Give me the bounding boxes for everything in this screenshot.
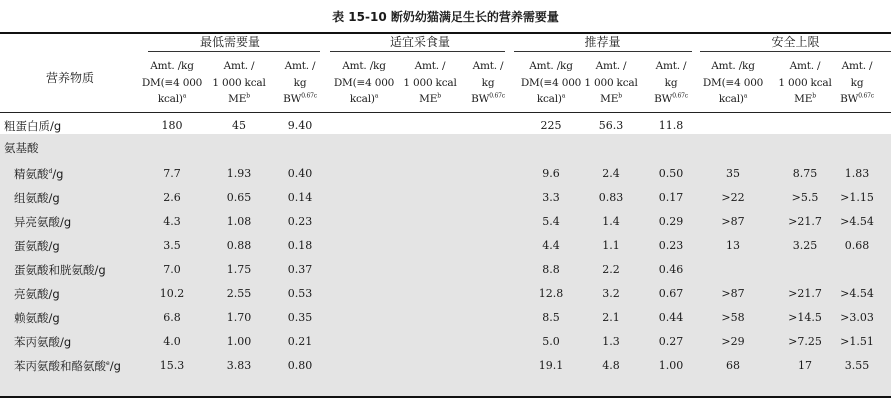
unit-header-line — [455, 91, 521, 108]
unit-header-text: ME — [419, 93, 438, 105]
table-cell: 2.4 — [602, 167, 620, 180]
unit-header — [700, 58, 766, 108]
row-label — [14, 166, 64, 182]
unit-header-line — [455, 75, 521, 92]
table-cell: 35 — [726, 167, 740, 180]
unit-header-footnote-mark: 0.67c — [672, 92, 688, 100]
unit-header-text: 1 000 kcal — [212, 76, 266, 89]
unit-header-line — [397, 91, 463, 108]
unit-header — [638, 58, 704, 108]
unit-header-footnote-mark: 0.67c — [489, 92, 505, 100]
table-cell: >21.7 — [788, 215, 822, 228]
unit-header-text: kcal) — [718, 93, 744, 105]
unit-header-footnote-mark: a — [182, 92, 187, 100]
unit-header-text: Amt. / — [655, 60, 687, 72]
table-cell: >87 — [721, 215, 745, 228]
table-cell: 6.8 — [163, 311, 181, 324]
group-underline — [148, 51, 320, 52]
unit-header-line — [206, 91, 272, 108]
table-cell: 5.4 — [542, 215, 560, 228]
row-label — [14, 238, 60, 254]
unit-header-text: BW — [840, 93, 859, 105]
table-cell: 4.8 — [602, 359, 620, 372]
unit-header-line — [700, 91, 766, 108]
table-cell: >4.54 — [840, 215, 874, 228]
table-cell: 1.75 — [226, 263, 252, 276]
unit-header-text: Amt. / — [284, 60, 316, 72]
table-cell: 0.21 — [287, 335, 313, 348]
group-header-recommended: 推荐量 — [584, 35, 621, 49]
table-cell: 17 — [798, 359, 812, 372]
table-cell: >5.5 — [791, 191, 819, 204]
table-cell: 2.55 — [226, 287, 252, 300]
row-label — [14, 358, 121, 374]
unit-header-footnote-mark: a — [743, 92, 748, 100]
table-cell: >29 — [721, 335, 745, 348]
table-cell: 8.75 — [792, 167, 818, 180]
table-cell: 7.0 — [163, 263, 181, 276]
table-cell: 0.37 — [287, 263, 313, 276]
table-cell: 2.6 — [163, 191, 181, 204]
table-cell: 1.4 — [602, 215, 620, 228]
unit-header-line — [139, 58, 205, 75]
table-cell: >14.5 — [788, 311, 822, 324]
row-label — [14, 286, 60, 302]
unit-header-line — [700, 58, 766, 75]
unit-header-text: 1 000 kcal — [778, 76, 832, 89]
unit-header-line — [824, 91, 890, 108]
table-cell: 3.55 — [844, 359, 870, 372]
unit-header-footnote-mark: a — [374, 92, 379, 100]
table-title: 表 15-10 断奶幼猫满足生长的营养需要量 — [332, 10, 559, 24]
unit-header-footnote-mark: 0.67c — [858, 92, 874, 100]
table-cell: 19.1 — [538, 359, 564, 372]
row-label — [4, 140, 39, 156]
table-cell: 1.1 — [602, 239, 620, 252]
bottom-rule — [0, 396, 891, 398]
unit-header-text: ME — [794, 93, 813, 105]
table-cell: 8.8 — [542, 263, 560, 276]
unit-header-text: DM(≡4 000 — [520, 76, 582, 89]
unit-header-text: kcal) — [536, 93, 562, 105]
row-label — [14, 190, 60, 206]
table-cell: 3.25 — [792, 239, 818, 252]
row-label-text: 蛋氨酸和胱氨酸/g — [14, 263, 106, 277]
table-cell: 0.80 — [287, 359, 313, 372]
unit-header — [267, 58, 333, 108]
table-cell: 4.3 — [163, 215, 181, 228]
unit-header-text: Amt. / — [414, 60, 446, 72]
group-header-safe-upper-limit: 安全上限 — [771, 35, 820, 49]
row-label-text: 粗蛋白质/g — [4, 119, 62, 133]
table-cell: 0.35 — [287, 311, 313, 324]
table-cell: >1.15 — [840, 191, 874, 204]
row-label — [14, 310, 60, 326]
table-cell: >87 — [721, 287, 745, 300]
unit-header — [455, 58, 521, 108]
unit-header-text: Amt. /kg — [711, 60, 755, 72]
table-cell: 0.27 — [658, 335, 684, 348]
table-cell: 0.83 — [598, 191, 624, 204]
unit-header-text: DM(≡4 000 — [141, 76, 203, 89]
unit-header-line — [824, 58, 890, 75]
row-label — [4, 118, 61, 134]
unit-header — [139, 58, 205, 108]
table-cell: 56.3 — [598, 119, 624, 132]
unit-header — [206, 58, 272, 108]
unit-header-line — [267, 91, 333, 108]
unit-header-line — [518, 75, 584, 92]
table-cell: 0.23 — [658, 239, 684, 252]
table-cell: 0.67 — [658, 287, 684, 300]
unit-header — [397, 58, 463, 108]
unit-header-line — [578, 58, 644, 75]
table-cell: >21.7 — [788, 287, 822, 300]
table-cell: 1.83 — [844, 167, 870, 180]
unit-header — [331, 58, 397, 108]
unit-header-text: 1 000 kcal — [403, 76, 457, 89]
row-label — [14, 334, 71, 350]
table-cell: 180 — [161, 119, 183, 132]
table-cell: 0.44 — [658, 311, 684, 324]
unit-header-text: kg — [481, 76, 495, 89]
row-label-footnote-mark: d — [48, 168, 53, 176]
unit-header — [578, 58, 644, 108]
unit-header-text: BW — [283, 93, 302, 105]
table-cell: >22 — [721, 191, 745, 204]
group-underline — [514, 51, 692, 52]
unit-header-text: kg — [850, 76, 864, 89]
unit-header-line — [455, 58, 521, 75]
table-cell: 2.1 — [602, 311, 620, 324]
unit-header-line — [824, 75, 890, 92]
table-cell: >4.54 — [840, 287, 874, 300]
table-cell: 0.23 — [287, 215, 313, 228]
unit-header-line — [638, 75, 704, 92]
table-cell: 0.40 — [287, 167, 313, 180]
table-cell: 0.53 — [287, 287, 313, 300]
row-label-text: 亮氨酸/g — [14, 287, 60, 301]
unit-header-footnote-mark: 0.67c — [301, 92, 317, 100]
unit-header-line — [331, 58, 397, 75]
table-cell: >7.25 — [788, 335, 822, 348]
table-cell: 0.50 — [658, 167, 684, 180]
unit-header-footnote-mark: b — [618, 92, 622, 100]
unit-header-line — [700, 75, 766, 92]
table-cell: 1.00 — [658, 359, 684, 372]
table-cell: 13 — [726, 239, 740, 252]
unit-header-text: kg — [293, 76, 307, 89]
unit-header-text: DM(≡4 000 — [702, 76, 764, 89]
table-cell: 2.2 — [602, 263, 620, 276]
table-cell: 12.8 — [538, 287, 564, 300]
unit-header-text: Amt. / — [472, 60, 504, 72]
unit-header-text: BW — [654, 93, 673, 105]
unit-header-line — [578, 91, 644, 108]
row-label-text: 苯丙氨酸/g — [14, 335, 72, 349]
unit-header-line — [139, 91, 205, 108]
unit-header-text: BW — [471, 93, 490, 105]
row-label-text: 精氨酸 — [14, 167, 49, 181]
table-cell: 0.46 — [658, 263, 684, 276]
table-cell: 3.5 — [163, 239, 181, 252]
unit-header-line — [139, 75, 205, 92]
table-cell: 8.5 — [542, 311, 560, 324]
row-label-footnote-mark: e — [106, 360, 110, 368]
unit-header-footnote-mark: b — [812, 92, 816, 100]
unit-header-line — [206, 75, 272, 92]
unit-header-line — [267, 58, 333, 75]
table-cell: 45 — [232, 119, 246, 132]
unit-header-text: DM(≡4 000 — [333, 76, 395, 89]
row-label-text: 苯丙氨酸和酪氨酸 — [14, 359, 106, 373]
table-cell: 0.17 — [658, 191, 684, 204]
unit-header-line — [206, 58, 272, 75]
table-cell: 3.3 — [542, 191, 560, 204]
unit-header-text: ME — [228, 93, 247, 105]
unit-header-line — [638, 58, 704, 75]
row-label-text: 组氨酸/g — [14, 191, 60, 205]
table-cell: 9.6 — [542, 167, 560, 180]
unit-header-line — [397, 75, 463, 92]
unit-header-text: Amt. / — [841, 60, 873, 72]
unit-header-text: kg — [664, 76, 678, 89]
table-cell: 1.70 — [226, 311, 252, 324]
table-cell: 225 — [540, 119, 562, 132]
unit-header-footnote-mark: b — [437, 92, 441, 100]
table-cell: 4.0 — [163, 335, 181, 348]
table-cell: 68 — [726, 359, 740, 372]
unit-header — [824, 58, 890, 108]
table-cell: 1.00 — [226, 335, 252, 348]
nutrient-column-header: 营养物质 — [45, 71, 94, 85]
row-label — [14, 214, 71, 230]
unit-header-line — [397, 58, 463, 75]
unit-header-line — [331, 91, 397, 108]
unit-header-line — [578, 75, 644, 92]
table-cell: 15.3 — [159, 359, 185, 372]
unit-header-text: kcal) — [349, 93, 375, 105]
unit-header-text: 1 000 kcal — [584, 76, 638, 89]
table-cell: >1.51 — [840, 335, 874, 348]
table-cell: 1.93 — [226, 167, 252, 180]
group-underline — [330, 51, 505, 52]
table-cell: 7.7 — [163, 167, 181, 180]
unit-header-line — [638, 91, 704, 108]
table-cell: 3.2 — [602, 287, 620, 300]
unit-header-text: Amt. /kg — [342, 60, 386, 72]
table-cell: 4.4 — [542, 239, 560, 252]
row-label-unit: /g — [109, 359, 121, 373]
unit-header-text: Amt. / — [789, 60, 821, 72]
row-label-unit: /g — [52, 167, 64, 181]
group-underline — [700, 51, 891, 52]
unit-header-line — [331, 75, 397, 92]
unit-header-text: Amt. / — [223, 60, 255, 72]
row-label — [14, 262, 106, 278]
row-label-text: 氨基酸 — [4, 141, 39, 155]
group-header-minimum: 最低需要量 — [199, 35, 260, 49]
unit-header-text: Amt. /kg — [529, 60, 573, 72]
table-cell: 10.2 — [159, 287, 185, 300]
row-label-text: 赖氨酸/g — [14, 311, 60, 325]
table-cell: 0.14 — [287, 191, 313, 204]
table-cell: 0.65 — [226, 191, 252, 204]
row-label-text: 蛋氨酸/g — [14, 239, 60, 253]
unit-header-text: ME — [600, 93, 619, 105]
table-cell: >58 — [721, 311, 745, 324]
table-cell: 11.8 — [658, 119, 684, 132]
unit-header-line — [518, 58, 584, 75]
unit-header-line — [518, 91, 584, 108]
unit-header-text: Amt. / — [595, 60, 627, 72]
table-cell: >3.03 — [840, 311, 874, 324]
unit-header-footnote-mark: a — [561, 92, 566, 100]
unit-header-text: kcal) — [157, 93, 183, 105]
unit-header-footnote-mark: b — [246, 92, 250, 100]
row-label-text: 异亮氨酸/g — [14, 215, 72, 229]
table-cell: 0.88 — [226, 239, 252, 252]
table-cell: 0.29 — [658, 215, 684, 228]
table-cell: 1.3 — [602, 335, 620, 348]
unit-header-text: Amt. /kg — [150, 60, 194, 72]
table-cell: 3.83 — [226, 359, 252, 372]
unit-header-line — [267, 75, 333, 92]
table-cell: 0.68 — [844, 239, 870, 252]
unit-header — [518, 58, 584, 108]
table-cell: 5.0 — [542, 335, 560, 348]
table-cell: 9.40 — [287, 119, 313, 132]
group-header-adequate-intake: 适宜采食量 — [389, 35, 450, 49]
table-cell: 0.18 — [287, 239, 313, 252]
header-bottom-rule — [0, 112, 891, 113]
table-cell: 1.08 — [226, 215, 252, 228]
